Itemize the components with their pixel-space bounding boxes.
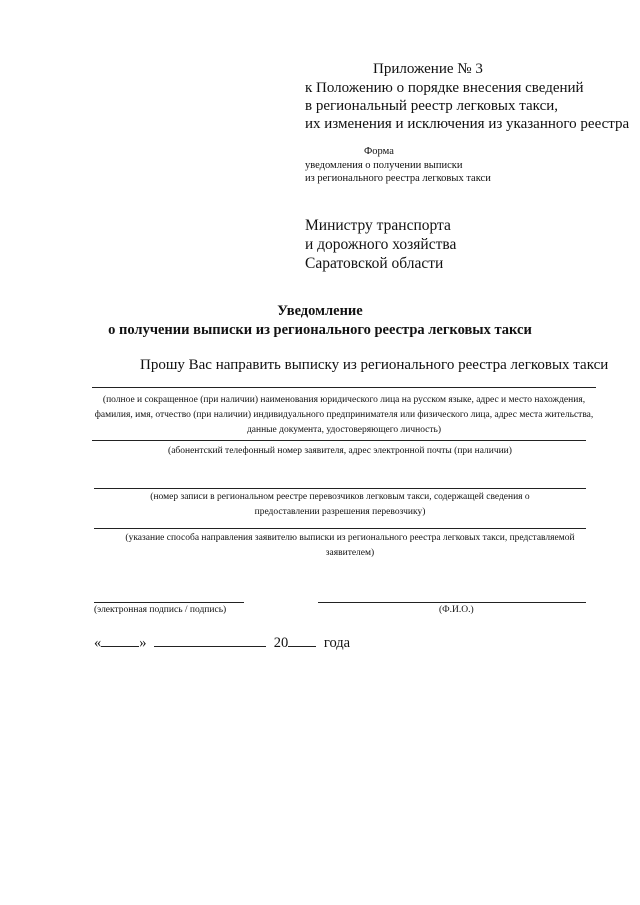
form-label: Форма: [364, 146, 394, 157]
appendix-line: к Положению о порядке внесения сведений: [305, 80, 584, 96]
name-caption: (Ф.И.О.): [439, 605, 474, 615]
signature-caption: (электронная подпись / подпись): [94, 605, 227, 615]
addressee-line: Министру транспорта: [305, 217, 451, 234]
register-field-line[interactable]: [94, 488, 586, 489]
applicant-field-line[interactable]: [92, 387, 596, 388]
request-text: Прошу Вас направить выписку из регионального реестра легковых такси: [140, 357, 609, 373]
addressee-line: и дорожного хозяйства: [305, 236, 457, 253]
appendix-line: их изменения и исключения из указанного реестра: [305, 116, 630, 132]
date-close-quote: »: [139, 635, 147, 651]
contacts-field-line[interactable]: [92, 440, 586, 441]
notice-subtitle: о получении выписки из регионального реестра легковых такси: [108, 322, 532, 338]
form-note-line: из регионального реестра легковых такси: [305, 173, 491, 184]
method-field-line[interactable]: [94, 528, 586, 529]
applicant-field-caption: (полное и сокращенное (при наличии) наименования юридического лица на русском языке, адрес и место нахождения, фамилия, имя, отчество (при наличии) индивидуального предпринимателя или физического лица, адрес места жительства, данные документа, удостоверяющего личность): [94, 395, 594, 435]
date-day-field[interactable]: [101, 633, 139, 647]
appendix-line: в региональный реестр легковых такси,: [305, 98, 559, 114]
date-open-quote: «: [94, 635, 102, 651]
date-century: 20: [273, 635, 289, 651]
date-year-word: года: [323, 635, 351, 651]
notice-title: Уведомление: [277, 303, 363, 319]
register-field-caption: (номер записи в региональном реестре перевозчиков легковым такси, содержащей сведения о предоставлении разрешения перевозчику): [150, 492, 530, 517]
date-year-field[interactable]: [288, 633, 316, 647]
contacts-field-caption: (абонентский телефонный номер заявителя, адрес электронной почты (при наличии): [168, 446, 512, 456]
name-field-line[interactable]: [318, 602, 586, 603]
method-field-caption: (указание способа направления заявителю выписки из регионального реестра легковых такси, представляемой заявителем): [125, 533, 575, 558]
signature-field-line[interactable]: [94, 602, 244, 603]
addressee-line: Саратовской области: [305, 255, 444, 272]
date-line: [94, 633, 350, 652]
appendix-title: Приложение № 3: [373, 61, 483, 77]
date-month-field[interactable]: [154, 633, 266, 647]
form-note-line: уведомления о получении выписки: [305, 160, 463, 171]
